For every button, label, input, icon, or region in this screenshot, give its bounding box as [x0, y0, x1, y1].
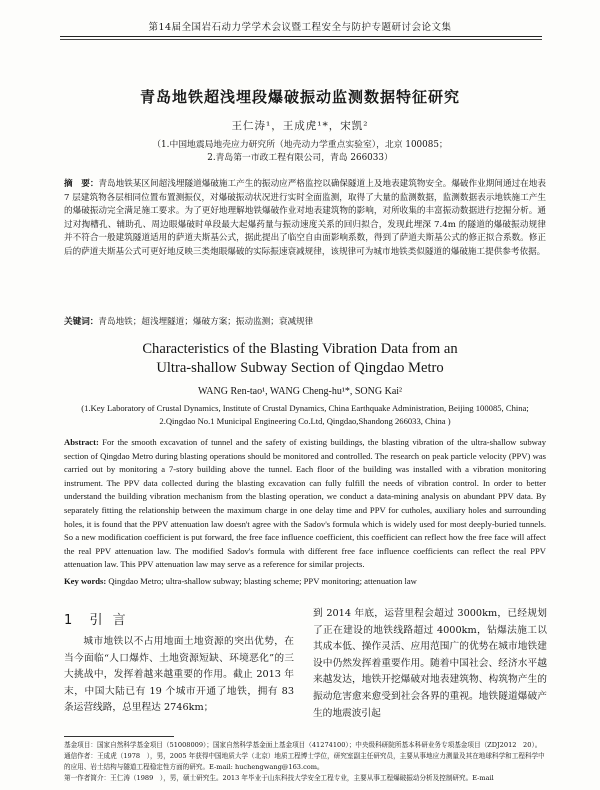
body-column-left: [64, 634, 294, 717]
abstract-en-label: Abstract:: [64, 437, 99, 447]
running-head: 第14届全国岩石动力学学术会议暨工程安全与防护专题研讨会论文集: [148, 22, 452, 33]
abstract-chinese: [64, 178, 546, 260]
section-title: 引 言: [89, 613, 129, 628]
header-rule-thin: [60, 39, 542, 40]
keywords-en-label: Key words:: [64, 576, 107, 586]
keywords-cn-text: 青岛地铁；超浅埋隧道；爆破方案；振动监测；衰减规律: [98, 317, 314, 327]
affiliation-cn-line: （1.中国地震局地壳应力研究所（地壳动力学重点实验室），北京 100085；: [152, 140, 448, 150]
title-chinese: 青岛地铁超浅埋段爆破振动监测数据特征研究: [139, 88, 460, 106]
title-english: [0, 340, 600, 378]
keywords-english: [64, 576, 546, 586]
body-paragraph: 到 2014 年底，运营里程会超过 3000km，已经规划了正在建设的地铁线路超过 4000km，钻爆法施工以其成本低、操作灵活、应用范围广的优势在城市地铁建设中仍然发挥着重要作用。随着中国社会、经济水平越来越发达，地铁开挖爆破对地表建筑物、构筑物产生的振动危害愈来愈受到社会各界的重视。地铁隧道爆破产生的地震波引起: [313, 608, 547, 719]
abstract-cn-label: 摘 要：: [64, 179, 99, 189]
affiliation-en-line: (1.Key Laboratory of Crustal Dynamics, Institute of Crustal Dynamics, China Earthquake Administration, Beijing 100085, China;: [81, 403, 529, 413]
body-paragraph: 城市地铁以不占用地面土地资源的突出优势，在当今面临“人口爆炸、土地资源短缺、环境恶化”的三大挑战中，发挥着越来越重要的作用。截止 2013 年末，中国大陆已有 19 个城市开通了地铁，拥有 83 条运营线路，总里程达 2746km；: [64, 636, 294, 714]
affiliation-en-line: 2.Qingdao No.1 Municipal Engineering Co.Ltd, Qingdao,Shandong 266033, China ): [159, 416, 451, 426]
abstract-en-text: For the smooth excavation of tunnel and the safety of existing buildings, the blasting vibration of the ultra-shallow subway section of Qingdao Metro during blasting operations should be monitored and controlled. The research on peak particle velocity (PPV) was carried out by monitoring a 7-story building above the tunnel. Each floor of the building was installed with a vibration monitoring instrument. The PPV data collected during the blasting excavation can fully fulfill the needs of vibration control. In order to better understand the building vibration mechanism from the blasting operation, we conduct a data-mining analysis on abundant PPV data. By separately fitting the relationship between the maximum charge in one delay time and PPV for cutholes, auxiliary holes and surrounding holes, it is found that the PPV attenuation law doesn't agree with the Sadov's formula which is widely used for most deeply-buried tunnels. So a new modification coefficient is put forward, the free face influence coefficient, this coefficient can reflect how the free face will affect the real PPV attenuation law. The modified Sadov's formula with different free face influence coefficients can reflect the real PPV attenuation law. This PPV attenuation law may serve as a reference for similar projects.: [64, 437, 546, 570]
footnote-first-author: 第一作者简介：王仁涛（1989 ），男，硕士研究生。2013 年毕业于山东科技大学安全工程专业，主要从事工程爆破振动分析及控制研究。E-mail: [64, 774, 494, 782]
keywords-chinese: [64, 315, 546, 327]
affiliation-cn-line: 2.青岛第一市政工程有限公司，青岛 266033）: [207, 153, 393, 163]
affiliations-chinese: [0, 139, 600, 165]
title-en-line: Characteristics of the Blasting Vibration Data from an: [142, 341, 458, 357]
title-en-line: Ultra-shallow Subway Section of Qingdao Metro: [156, 360, 444, 376]
footnote-rule: [64, 736, 174, 737]
keywords-en-text: Qingdao Metro; ultra-shallow subway; blasting scheme; PPV monitoring; attenuation law: [108, 576, 417, 586]
authors-chinese: 王仁涛¹，王成虎¹*，宋凯²: [231, 120, 369, 132]
section-number: 1: [64, 613, 76, 628]
abstract-english: [64, 436, 546, 572]
affiliations-english: [60, 402, 550, 428]
abstract-cn-text: 青岛地铁某区间超浅埋隧道爆破施工产生的振动应严格监控以确保隧道上及地表建筑物安全。爆破作业期间通过在地表 7 层建筑物各层相同位置布置测振仪，对爆破振动状况进行实时全面监测，取得了大量的监测数据，监测数据表示地铁施工产生的爆破振动完全满足施工要求。为了更好地理解地铁爆破作业对地表建筑物的影响，对所收集的丰富振动数据进行挖掘分析。通过对掏槽孔、辅助孔、周边眼爆破时单段最大起爆药量与振动速度关系的回归拟合，发现此埋深 7.4m 的隧道的爆破振动规律并不符合一般建筑隧道适用的萨道夫斯基公式，据此提出了临空自由面影响系数，得到了萨道夫斯基公式的修正拟合系数。修正后的萨道夫斯基公式可更好地反映三类炮眼爆破的实际振速衰减规律，该规律可为城市地铁类似隧道的爆破施工提供参考依据。: [64, 179, 546, 257]
footnote-corresponding-author: 通信作者：王成虎（1978 ），男，2005 年获得中国地质大学（北京）地质工程博士学位，研究室副主任研究员，主要从事地应力测量及其在地球科学和工程科学中的应用、岩土结构与隧道工程稳定性方面的研究。E-mail: huchengwang@163.com。: [64, 752, 545, 771]
authors-english: WANG Ren-tao¹, WANG Cheng-hu¹*, SONG Kai²: [197, 386, 403, 397]
footnotes: [64, 740, 546, 784]
header-rule: [60, 36, 542, 37]
keywords-cn-label: 关键词：: [64, 317, 99, 327]
section-heading: [64, 609, 129, 628]
body-column-right: [313, 606, 547, 722]
footnote-funding: 基金项目：国家自然科学基金项目（51008009）；国家自然科学基金面上基金项目（41274100）；中央级科研院所基本科研业务专项基金项目（ZDJ2012 20）。: [64, 741, 542, 749]
